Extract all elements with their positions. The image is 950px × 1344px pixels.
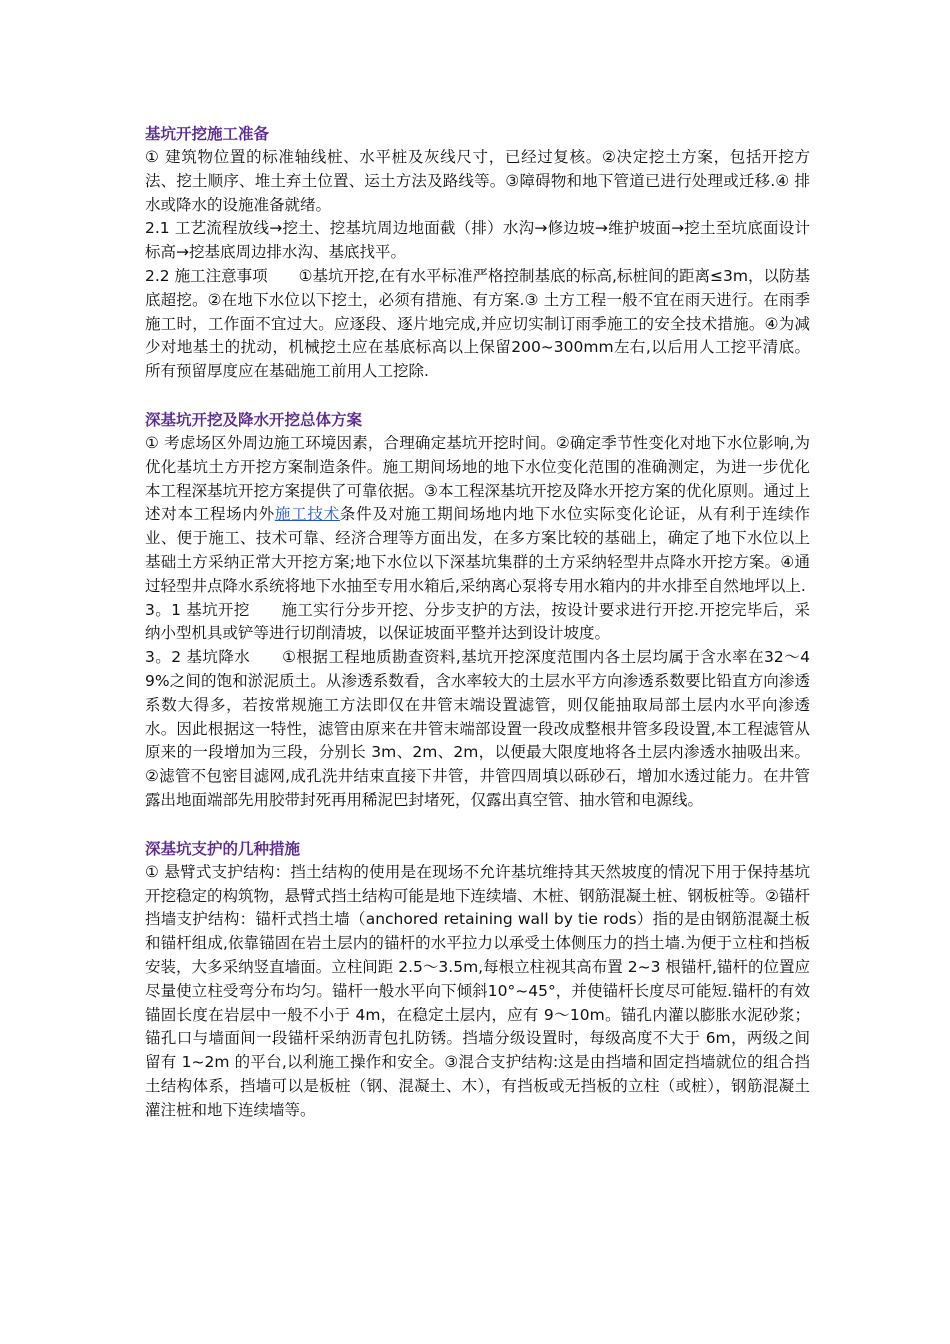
section-heading-support-measures: 深基坑支护的几种措施 xyxy=(145,839,301,858)
plan-text-before-link: ① 考虑场区外周边施工环境因素，合理确定基坑开挖时间。②确定季节性变化对地下水位影响,为优化基坑土方开挖方案制造条件。施工期间场地的地下水位变化范围的准确测定，为进一步优化本工程深基坑开挖方案提供了可靠依据。③本工程深基坑开挖及降水开挖方案的优化原则。通过上述对本工程场内外 xyxy=(145,433,810,524)
section-heading-excavation-prep: 基坑开挖施工准备 xyxy=(145,125,270,143)
construction-technology-link[interactable]: 施工技术 xyxy=(274,505,340,524)
paragraph-pit-excavation: 3。1 基坑开挖 施工实行分步开挖、分步支护的方法，按设计要求进行开挖.开挖完毕后，采纳小型机具或铲等进行切削清坡，以保证坡面平整并达到设计坡度。 xyxy=(145,600,810,643)
section-spacer xyxy=(145,384,810,408)
paragraph-overall-plan xyxy=(145,432,810,599)
paragraph-support-measures: ① 悬臂式支护结构：挡土结构的使用是在现场不允许基坑维持其天然坡度的情况下用于保持基坑开挖稳定的构筑物，悬臂式挡土结构可能是地下连续墙、木桩、钢筋混凝土桩、钢板桩等。②锚杆挡墙支护结构：锚杆式挡土墙（anchored retaining wall by tie rods）指的是由钢筋混凝土板和锚杆组成,依靠锚固在岩土层内的锚杆的水平拉力以承受土体侧压力的挡土墙.为便于立柱和挡板安装，大多采纳竖直墙面。立柱间距 2.5～3.5m,每根立柱视其高布置 2~3 根锚杆,锚杆的位置应尽量使立柱受弯分布均匀。锚杆一般水平向下倾斜10°~45°，并使锚杆长度尽可能短.锚杆的有效锚固长度在岩层中一般不小于 4m，在稳定土层内，应有 9～10m。锚孔内灌以膨胀水泥砂浆；锚孔口与墙面间一段锚杆采纳沥青包扎防锈。挡墙分级设置时，每级高度不大于 6m，两级之间留有 1~2m 的平台,以利施工操作和安全。③混合支护结构:这是由挡墙和固定挡墙就位的组合挡土结构体系，挡墙可以是板桩（钢、混凝土、木），有挡板或无挡板的立柱（或桩），钢筋混凝土灌注桩和地下连续墙等。 xyxy=(145,862,810,1119)
section-heading-overall-plan: 深基坑开挖及降水开挖总体方案 xyxy=(145,410,363,429)
section-spacer xyxy=(145,813,810,837)
paragraph-pit-dewatering: 3。2 基坑降水 ①根据工程地质勘查资料,基坑开挖深度范围内各土层均属于含水率在32～49%之间的饱和淤泥质土。从渗透系数看，含水率较大的土层水平方向渗透系数要比铅直方向渗透系数大得多，若按常规施工方法即仅在井管末端设置滤管，则仅能抽取局部土层内水平向渗透水。因此根据这一特性，滤管由原来在井管末端部设置一段改成整根井管多段设置,本工程滤管从原来的一段增加为三段，分别长 3m、2m、2m，以便最大限度地将各土层内渗透水抽吸出来。②滤管不包密目滤网,成孔洗井结束直接下井管，井管四周填以砾砂石，增加水透过能力。在井管露出地面端部先用胶带封死再用稀泥巴封堵死，仅露出真空管、抽水管和电源线。 xyxy=(145,648,810,809)
paragraph-process-flow: 2.1 工艺流程放线→挖土、挖基坑周边地面截（排）水沟→修边坡→维护坡面→挖土至坑底面设计标高→挖基底周边排水沟、基底找平。 xyxy=(145,219,810,262)
document-body xyxy=(145,122,810,1122)
plan-text-after-link: 条件及对施工期间场地内地下水位实际变化论证，从有利于连续作业、便于施工、技术可靠、经济合理等方面出发，在多方案比较的基础上，确定了地下水位以上基础土方采纳正常大开挖方案;地下水位以下深基坑集群的土方采纳轻型井点降水开挖方案。④通过轻型井点降水系统将地下水抽至专用水箱后,采纳离心泵将专用水箱内的井水排至自然地坪以上. xyxy=(145,505,810,595)
paragraph-precautions: 2.2 施工注意事项 ①基坑开挖,在有水平标准严格控制基底的标高,标桩间的距离≤3m，以防基底超挖。②在地下水位以下挖土，必须有措施、有方案.③ 土方工程一般不宜在雨天进行。在雨季施工时，工作面不宜过大。应逐段、逐片地完成,并应切实制订雨季施工的安全技术措施。④为减少对地基土的扰动，机械挖土应在基底标高以上保留200~300mm左右,以后用人工挖平清底。所有预留厚度应在基础施工前用人工挖除. xyxy=(145,266,810,381)
paragraph-prep-items: ① 建筑物位置的标准轴线桩、水平桩及灰线尺寸，已经过复核。②决定挖土方案，包括开挖方法、挖土顺序、堆土弃土位置、运土方法及路线等。③障碍物和地下管道已进行处理或迁移.④ 排水或降水的设施准备就绪。 xyxy=(145,148,810,214)
